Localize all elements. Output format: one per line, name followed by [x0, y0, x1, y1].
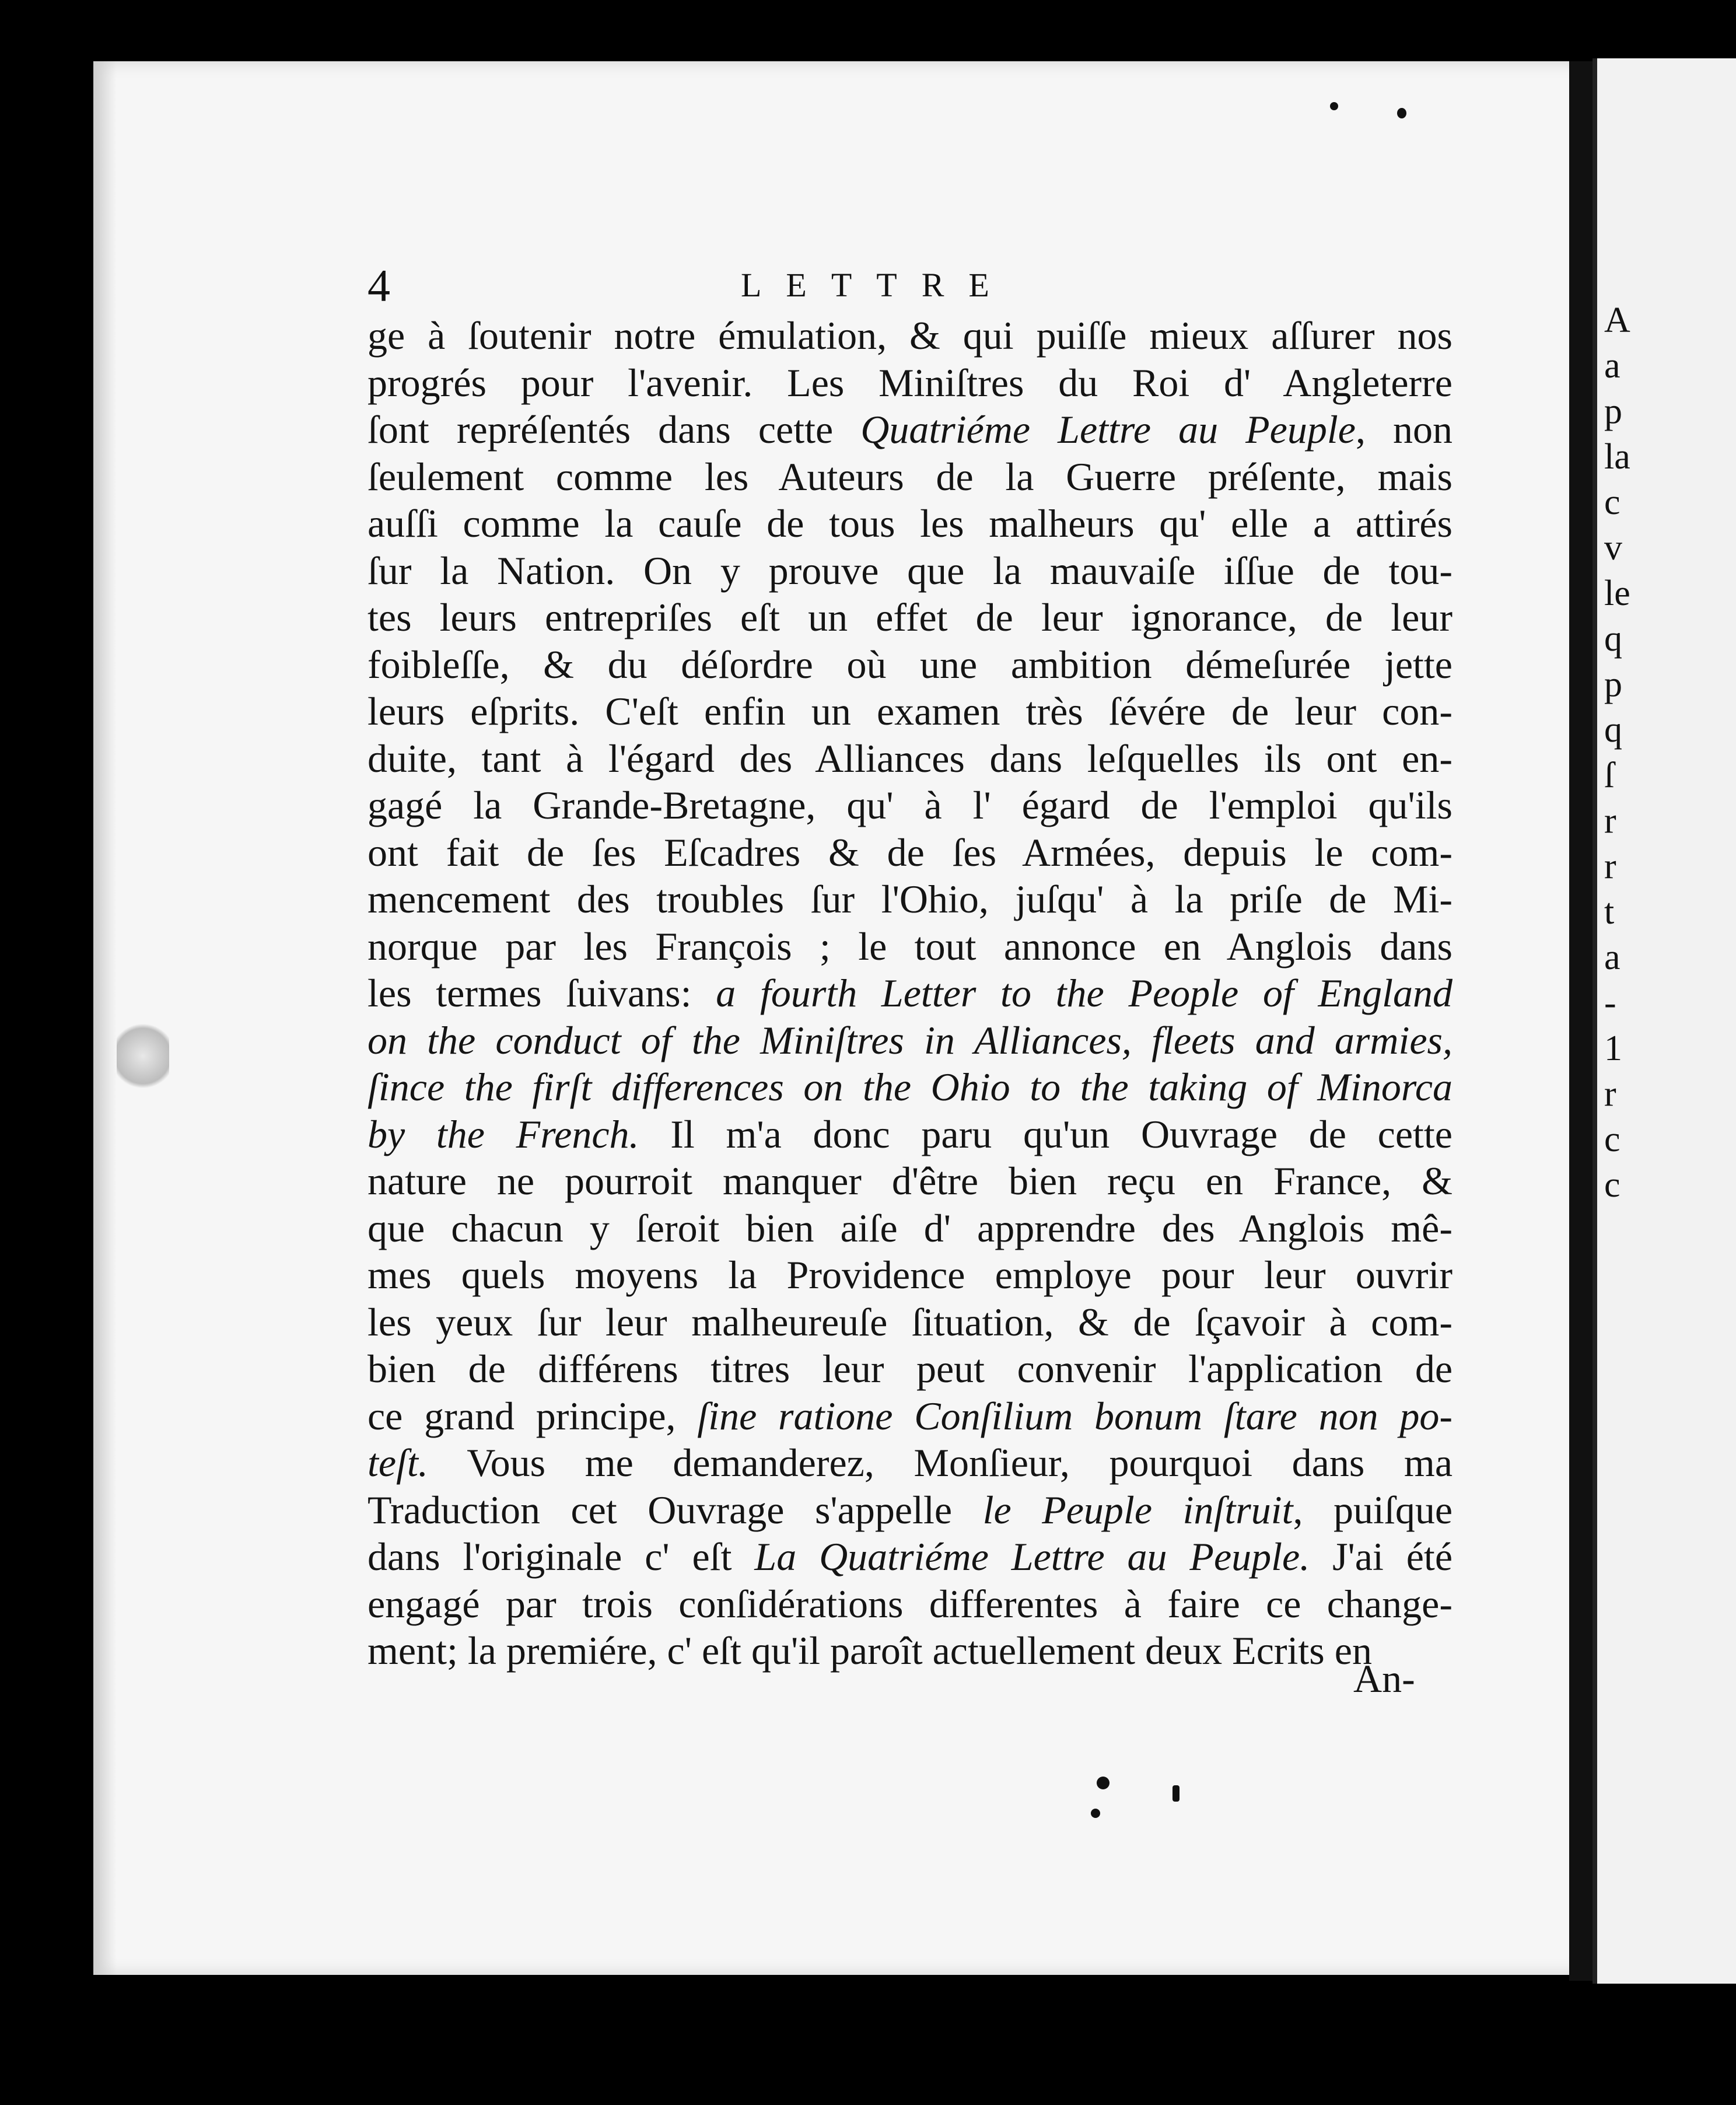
running-head: LETTRE — [741, 266, 1014, 304]
ink-speck — [1091, 1809, 1100, 1818]
ink-speck — [1397, 108, 1406, 118]
facing-page-edge — [1592, 58, 1597, 1984]
text-line: ont fait de ſes Eſcadres & de ſes Armées, depuis le com- — [368, 830, 1452, 875]
page-number: 4 — [368, 260, 390, 311]
facing-page-fragment: r — [1604, 801, 1616, 841]
text-line: dans l'originale c' eſt La Quatriéme Lettre au Peuple. J'ai été — [368, 1534, 1452, 1579]
page-header — [368, 260, 1452, 312]
ink-speck — [1330, 102, 1338, 110]
text-line: progrés pour l'avenir. Les Miniſtres du Roi d' Angleterre — [368, 360, 1452, 405]
text-line: ment; la premiére, c' eſt qu'il paroît actuellement deux Ecrits en — [368, 1628, 1372, 1673]
facing-page-fragment: la — [1604, 437, 1630, 477]
text-line: foibleſſe, & du déſordre où une ambition démeſurée jette — [368, 642, 1452, 687]
text-line: gagé la Grande-Bretagne, qu' à l' égard de l'emploi qu'ils — [368, 783, 1452, 827]
facing-page-fragment: c — [1604, 482, 1620, 522]
facing-page-fragment: c — [1604, 1120, 1620, 1159]
text-line: Traduction cet Ouvrage s'appelle le Peuple inſtruit, puiſque — [368, 1487, 1452, 1532]
facing-page-fragment: le — [1604, 574, 1630, 613]
text-line: nature ne pourroit manquer d'être bien reçu en France, & — [368, 1159, 1452, 1203]
text-line: on the conduct of the Miniſtres in Alliances, fleets and armies, — [368, 1017, 1452, 1062]
facing-page-fragment: q — [1604, 710, 1622, 750]
text-line: ſeulement comme les Auteurs de la Guerre préſente, mais — [368, 454, 1452, 499]
text-line: ſont repréſentés dans cette Quatriéme Lettre au Peuple, non — [368, 407, 1452, 452]
book-gutter — [1569, 61, 1592, 1981]
text-line: les yeux ſur leur malheureuſe ſituation, & de ſçavoir à com- — [368, 1299, 1452, 1344]
facing-page-fragment: ſ — [1604, 756, 1615, 795]
facing-page-text-fragments — [1604, 298, 1630, 1208]
text-line: teſt. Vous me demanderez, Monſieur, pourquoi dans ma — [368, 1440, 1452, 1485]
text-line: by the French. Il m'a donc paru qu'un Ouvrage de cette — [368, 1111, 1452, 1156]
facing-page-fragment: q — [1604, 619, 1622, 659]
facing-page-fragment: r — [1604, 847, 1616, 886]
facing-page — [1592, 58, 1736, 1984]
text-line: que chacun y ſeroit bien aiſe d' apprendre des Anglois mê- — [368, 1205, 1452, 1250]
text-line: ſince the firſt differences on the Ohio to the taking of Minorca — [368, 1065, 1452, 1109]
text-line: leurs eſprits. C'eſt enfin un examen très ſévére de leur con- — [368, 689, 1452, 733]
text-line: norque par les François ; le tout annonce en Anglois dans — [368, 924, 1452, 968]
text-line: ce grand principe, ſine ratione Conſilium bonum ſtare non po- — [368, 1393, 1452, 1438]
text-line: bien de différens titres leur peut convenir l'application de — [368, 1347, 1452, 1391]
text-line: duite, tant à l'égard des Alliances dans leſquelles ils ont en- — [368, 736, 1452, 781]
catchword: An- — [1353, 1656, 1415, 1701]
text-line: les termes ſuivans: a fourth Letter to the People of England — [368, 971, 1452, 1015]
facing-page-fragment: r — [1604, 1074, 1616, 1114]
facing-page-fragment: 1 — [1604, 1029, 1622, 1068]
text-line: tes leurs entrepriſes eſt un effet de leur ignorance, de leur — [368, 595, 1452, 639]
ink-speck — [1172, 1785, 1180, 1802]
ink-speck — [1097, 1777, 1110, 1789]
text-line: engagé par trois conſidérations differentes à faire ce change- — [368, 1581, 1452, 1626]
text-line: ge à ſoutenir notre émulation, & qui puiſſe mieux aſſurer nos — [368, 313, 1452, 358]
body-text — [368, 312, 1452, 1674]
facing-page-fragment: t — [1604, 892, 1615, 932]
text-line: auſſi comme la cauſe de tous les malheurs qu' elle a attirés — [368, 501, 1452, 546]
facing-page-fragment: p — [1604, 391, 1622, 431]
text-line: ſur la Nation. On y prouve que la mauvaiſe iſſue de tou- — [368, 548, 1452, 593]
facing-page-fragment: - — [1604, 983, 1616, 1023]
paper-stain — [117, 1018, 169, 1094]
text-line: mencement des troubles ſur l'Ohio, juſqu' à la priſe de Mi- — [368, 877, 1452, 921]
facing-page-fragment: c — [1604, 1165, 1620, 1205]
facing-page-fragment: a — [1604, 938, 1620, 977]
text-line: mes quels moyens la Providence employe pour leur ouvrir — [368, 1253, 1452, 1297]
facing-page-fragment: A — [1604, 300, 1630, 340]
facing-page-fragment: a — [1604, 346, 1620, 386]
facing-page-fragment: v — [1604, 528, 1622, 568]
facing-page-fragment: p — [1604, 665, 1622, 704]
